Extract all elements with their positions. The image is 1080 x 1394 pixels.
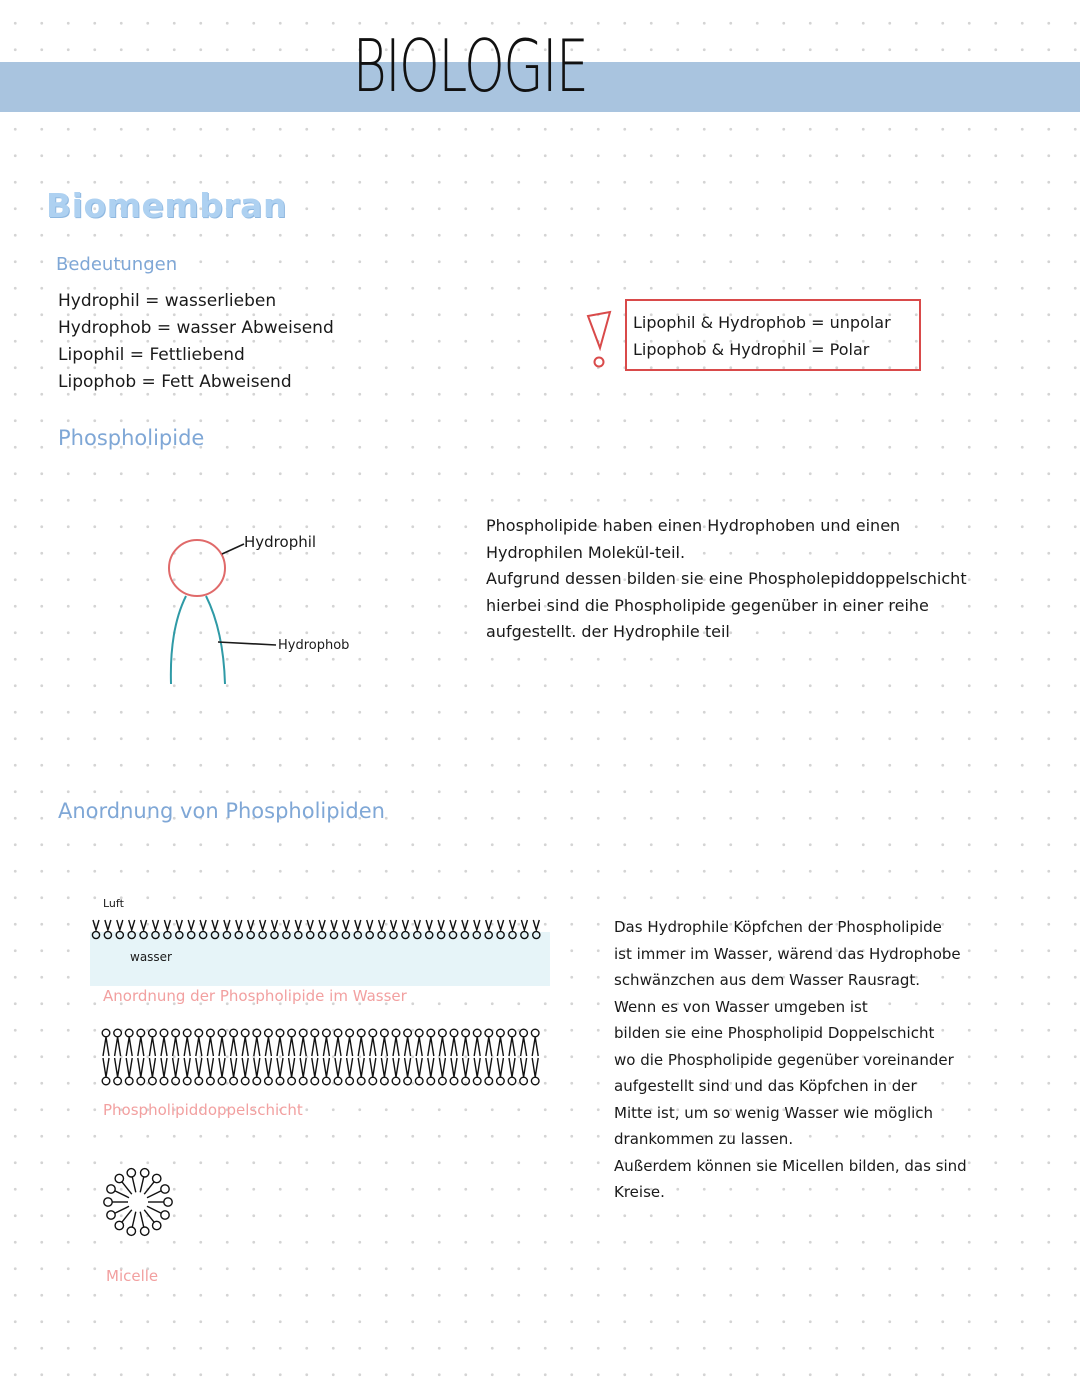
lipid-tail: [381, 1037, 387, 1056]
lipid-head: [369, 1077, 377, 1085]
definition-item: Lipophob = Fett Abweisend: [58, 372, 292, 392]
lipid-tail: [358, 1037, 364, 1056]
lipid-tail: [242, 1058, 248, 1077]
lipid-tail: [343, 920, 349, 930]
lipid-head: [207, 1029, 215, 1037]
lipid-tail: [188, 920, 194, 930]
lipid-tail: [144, 1182, 154, 1194]
lipid-tail: [463, 1058, 469, 1077]
lipid-head: [462, 1029, 470, 1037]
lipid-head: [381, 1029, 389, 1037]
lipid-head: [172, 1029, 180, 1037]
lipid-tail: [93, 920, 99, 930]
lipid-tail: [219, 1058, 225, 1077]
text-line: wo die Phospholipide gegenüber voreinander: [614, 1050, 954, 1069]
lipid-tail: [138, 1058, 144, 1077]
lipid-tail: [122, 1182, 132, 1194]
lipid-tail: [254, 1037, 260, 1056]
lipid-head: [299, 1077, 307, 1085]
lipid-tail: [196, 1058, 202, 1077]
lipid-head: [107, 1185, 115, 1193]
lipid-tail: [439, 1037, 445, 1056]
phospholipide-text: [486, 513, 1046, 646]
lipid-tail: [498, 920, 504, 930]
lipid-head: [357, 1077, 365, 1085]
lipid-tail: [212, 920, 218, 930]
lipid-tail: [122, 1210, 132, 1222]
lipid-head: [153, 1174, 161, 1182]
hydrophilic-head: [169, 540, 225, 596]
lipid-tail: [248, 920, 254, 930]
definition-item: Hydrophob = wasser Abweisend: [58, 318, 334, 338]
lipid-head: [276, 1029, 284, 1037]
lipid-tail: [219, 1037, 225, 1056]
lipid-head: [346, 1077, 354, 1085]
lipid-tail: [147, 1206, 161, 1213]
lipid-head: [392, 1077, 400, 1085]
lipid-head: [114, 1077, 122, 1085]
lipid-head: [415, 1077, 423, 1085]
lipid-tail: [260, 920, 266, 930]
lipid-head: [485, 1029, 493, 1037]
lipid-tail: [335, 1058, 341, 1077]
lipid-tail: [300, 1037, 306, 1056]
lipid-head: [323, 1029, 331, 1037]
lipid-head: [508, 1029, 516, 1037]
lipid-tail: [370, 1058, 376, 1077]
lipid-head: [450, 1077, 458, 1085]
lipid-tail: [521, 1058, 527, 1077]
lipid-head: [207, 1077, 215, 1085]
lipid-tail: [391, 920, 397, 930]
lipid-tail: [393, 1058, 399, 1077]
lipid-head: [357, 1029, 365, 1037]
lipid-head: [392, 1029, 400, 1037]
lipid-head: [115, 1221, 123, 1229]
lipid-tail: [115, 1191, 129, 1198]
label-water: wasser: [130, 950, 172, 964]
lipid-head: [125, 1029, 133, 1037]
lipid-tail: [164, 920, 170, 930]
lipid-head: [288, 1077, 296, 1085]
lipid-tail: [347, 1037, 353, 1056]
lipid-head: [404, 1029, 412, 1037]
lipid-head: [473, 1077, 481, 1085]
lipid-tail: [115, 1037, 121, 1056]
lipid-head: [160, 1077, 168, 1085]
lipid-head: [164, 1198, 172, 1206]
lipid-head: [334, 1029, 342, 1037]
lipid-head: [520, 1029, 528, 1037]
warning-line: Lipophob & Hydrophil = Polar: [633, 340, 870, 359]
lipid-head: [369, 1029, 377, 1037]
lipid-tail: [414, 920, 420, 930]
lipid-tail: [474, 1037, 480, 1056]
lipid-tail: [497, 1037, 503, 1056]
lipid-head: [415, 1029, 423, 1037]
lipid-head: [497, 1077, 505, 1085]
lipid-tail: [426, 920, 432, 930]
lipid-head: [114, 1029, 122, 1037]
lipid-tail: [323, 1058, 329, 1077]
lipid-tail: [176, 920, 182, 930]
lipid-head: [102, 1029, 110, 1037]
lipid-tail: [141, 920, 147, 930]
text-line: drankommen zu lassen.: [614, 1130, 794, 1148]
text-line: aufgestellt sind und das Köpfchen in der: [614, 1077, 917, 1095]
definitions-title: Bedeutungen: [56, 254, 178, 275]
lipid-head: [311, 1029, 319, 1037]
lipid-head: [149, 1077, 157, 1085]
lipid-head: [485, 1077, 493, 1085]
lipid-tail: [153, 920, 159, 930]
lipid-tail: [335, 1037, 341, 1056]
lipid-head: [153, 1221, 161, 1229]
lipid-head: [183, 1077, 191, 1085]
text-line: hierbei sind die Phospholipide gegenüber in einer reihe: [486, 595, 929, 615]
lipid-head: [161, 1185, 169, 1193]
lipid-tail: [140, 1212, 144, 1227]
label-hydrophil: Hydrophil: [244, 533, 317, 551]
lipid-tail: [347, 1058, 353, 1077]
lipid-head: [520, 1077, 528, 1085]
lipid-head: [137, 1077, 145, 1085]
definitions-list: [58, 288, 334, 396]
lipid-head: [195, 1029, 203, 1037]
lipid-tail: [105, 920, 111, 930]
section-title: Biomembran: [46, 186, 287, 225]
lipid-tail: [277, 1037, 283, 1056]
lipid-tail: [381, 1058, 387, 1077]
label-air: Luft: [103, 897, 124, 910]
hydrophobic-tail: [171, 596, 186, 684]
lipid-tail: [149, 1037, 155, 1056]
lipid-tail: [224, 920, 230, 930]
lipid-head: [531, 1029, 539, 1037]
lipid-head: [381, 1077, 389, 1085]
lipid-tail: [451, 1058, 457, 1077]
label-hydrophob: Hydrophob: [278, 638, 350, 653]
text-line: Das Hydrophile Köpfchen der Phospholipide: [614, 918, 942, 936]
micelle-diagram: [98, 1162, 178, 1242]
lipid-head: [127, 1227, 135, 1235]
lipid-tail: [132, 1212, 136, 1227]
phospholipid-diagram: [160, 530, 380, 690]
lipid-head: [473, 1029, 481, 1037]
lipid-tail: [402, 920, 408, 930]
text-line: Hydrophilen Molekül-teil.: [486, 542, 686, 562]
text-line: Mitte ist, um so wenig Wasser wie möglich: [614, 1103, 934, 1122]
lipid-tail: [463, 1037, 469, 1056]
lipid-tail: [474, 1058, 480, 1077]
lipid-head: [218, 1029, 226, 1037]
lipid-head: [195, 1077, 203, 1085]
lipid-tail: [289, 1058, 295, 1077]
lipid-head: [427, 1077, 435, 1085]
lipid-tail: [462, 920, 468, 930]
lipid-tail: [451, 1037, 457, 1056]
lipid-tail: [319, 920, 325, 930]
lipid-tail: [355, 920, 361, 930]
lipid-tail: [207, 1058, 213, 1077]
lipid-tail: [486, 1058, 492, 1077]
text-line: Kreise.: [614, 1183, 665, 1201]
lipid-tail: [115, 1058, 121, 1077]
lipid-head: [253, 1029, 261, 1037]
lipid-tail: [283, 920, 289, 930]
lipid-head: [450, 1029, 458, 1037]
lipid-tail: [439, 1058, 445, 1077]
lipid-tail: [207, 1037, 213, 1056]
lipid-head: [265, 1077, 273, 1085]
text-line: ist immer im Wasser, wärend das Hydrophobe: [614, 944, 961, 963]
phospholipid-bilayer: [102, 1029, 539, 1085]
lipid-tail: [184, 1058, 190, 1077]
lipid-head: [183, 1029, 191, 1037]
lipid-head: [404, 1077, 412, 1085]
definition-item: Hydrophil = wasserlieben: [58, 291, 277, 311]
lipid-head: [323, 1077, 331, 1085]
lipid-tail: [138, 1037, 144, 1056]
lipid-head: [311, 1077, 319, 1085]
lipid-tail: [277, 1058, 283, 1077]
lipid-head: [141, 1227, 149, 1235]
lipid-head: [125, 1077, 133, 1085]
lipid-head: [288, 1029, 296, 1037]
lipid-head: [265, 1029, 273, 1037]
lipid-tail: [161, 1037, 167, 1056]
lipid-tail: [140, 1177, 144, 1192]
lipid-tail: [132, 1177, 136, 1192]
text-line: aufgestellt. der Hydrophile teil: [486, 622, 730, 641]
lipid-head: [253, 1077, 261, 1085]
lipid-tail: [289, 1037, 295, 1056]
lipid-tail: [312, 1058, 318, 1077]
lipid-head: [127, 1169, 135, 1177]
lipid-tail: [144, 1210, 154, 1222]
page-title: BIOLOGIE: [352, 24, 588, 108]
lipid-tail: [129, 920, 135, 930]
lipid-tail: [416, 1058, 422, 1077]
lipid-tail: [509, 1037, 515, 1056]
lipid-head: [141, 1169, 149, 1177]
lipid-head: [107, 1211, 115, 1219]
definition-item: Lipophil = Fettliebend: [58, 345, 245, 365]
lipid-head: [218, 1077, 226, 1085]
lipid-tail: [486, 920, 492, 930]
lipid-tail: [295, 920, 301, 930]
lipid-head: [346, 1029, 354, 1037]
lipid-head: [102, 1077, 110, 1085]
lipid-head: [149, 1029, 157, 1037]
lipid-head: [462, 1077, 470, 1085]
lipid-tail: [393, 1037, 399, 1056]
lipid-head: [137, 1029, 145, 1037]
lipid-tail: [331, 920, 337, 930]
lipid-head: [230, 1029, 238, 1037]
lipid-tail: [200, 920, 206, 930]
lipid-tail: [510, 920, 516, 930]
lipid-tail: [533, 920, 539, 930]
lipid-tail: [521, 1037, 527, 1056]
lipid-tail: [370, 1037, 376, 1056]
lipid-tail: [521, 920, 527, 930]
lipid-tail: [509, 1058, 515, 1077]
lipid-tail: [428, 1058, 434, 1077]
lipid-tail: [300, 1058, 306, 1077]
anordnung-text: [614, 914, 1054, 1206]
lipid-head: [276, 1077, 284, 1085]
lipid-tail: [486, 1037, 492, 1056]
lipid-tail: [231, 1058, 237, 1077]
caption-bilayer: Phospholipiddoppelschicht: [103, 1101, 303, 1119]
lipid-tail: [367, 920, 373, 930]
lipid-tail: [149, 1058, 155, 1077]
lipid-tail: [312, 1037, 318, 1056]
lipid-tail: [474, 920, 480, 930]
lipid-head: [334, 1077, 342, 1085]
text-line: Außerdem können sie Micellen bilden, das sind: [614, 1156, 967, 1175]
text-line: Wenn es von Wasser umgeben ist: [614, 997, 868, 1016]
lipid-tail: [358, 1058, 364, 1077]
lipid-tail: [242, 1037, 248, 1056]
lipid-tail: [161, 1058, 167, 1077]
lipid-tail: [428, 1037, 434, 1056]
lipid-tail: [103, 1058, 109, 1077]
lipid-head: [230, 1077, 238, 1085]
lipid-tail: [416, 1037, 422, 1056]
lipid-tail: [450, 920, 456, 930]
lipid-head: [427, 1029, 435, 1037]
warning-line: Lipophil & Hydrophob = unpolar: [633, 313, 891, 332]
lipid-head: [439, 1029, 447, 1037]
lipid-tail: [265, 1058, 271, 1077]
lipid-tail: [307, 920, 313, 930]
lipid-head: [161, 1211, 169, 1219]
caption-water: Anordnung der Phospholipide im Wasser: [103, 987, 407, 1005]
lipid-tail: [532, 1037, 538, 1056]
lipid-head: [160, 1029, 168, 1037]
text-line: schwänzchen aus dem Wasser Rausragt.: [614, 971, 921, 989]
lipid-tail: [147, 1191, 161, 1198]
lipid-head: [241, 1077, 249, 1085]
lipid-tail: [103, 1037, 109, 1056]
caption-micelle: Micelle: [106, 1267, 159, 1285]
micelle: [104, 1169, 172, 1236]
lipid-tail: [405, 1058, 411, 1077]
lipid-tail: [272, 920, 278, 930]
lipid-tail: [184, 1037, 190, 1056]
lipid-head: [531, 1077, 539, 1085]
lipid-tail: [173, 1058, 179, 1077]
phospholipide-title: Phospholipide: [58, 426, 205, 450]
lipid-tail: [405, 1037, 411, 1056]
lipid-tail: [265, 1037, 271, 1056]
lipid-tail: [379, 920, 385, 930]
lipid-tail: [115, 1206, 129, 1213]
lipid-head: [497, 1029, 505, 1037]
lipid-tail: [438, 920, 444, 930]
lipid-tail: [323, 1037, 329, 1056]
lipid-tail: [196, 1037, 202, 1056]
text-line: bilden sie eine Phospholipid Doppelschicht: [614, 1024, 935, 1042]
lipid-tail: [236, 920, 242, 930]
lipid-tail: [532, 1058, 538, 1077]
lipid-head: [508, 1077, 516, 1085]
lipid-tail: [173, 1037, 179, 1056]
bilayer-diagram: [100, 1026, 550, 1088]
lipid-head: [115, 1174, 123, 1182]
lipid-tail: [497, 1058, 503, 1077]
lipid-head: [439, 1077, 447, 1085]
exclamation-icon: [584, 308, 614, 370]
text-line: Aufgrund dessen bilden sie eine Phospholepiddoppelschicht: [486, 569, 967, 588]
text-line: Phospholipide haben einen Hydrophoben und einen: [486, 516, 901, 535]
lipid-tail: [254, 1058, 260, 1077]
lipid-head: [104, 1198, 112, 1206]
lipid-tail: [126, 1058, 132, 1077]
hydrophobic-tail: [206, 596, 225, 684]
anordnung-title: Anordnung von Phospholipiden: [58, 799, 385, 823]
lipid-tail: [117, 920, 123, 930]
lipid-tail: [126, 1037, 132, 1056]
lipid-tail: [231, 1037, 237, 1056]
warning-box: [625, 299, 921, 371]
lipid-head: [299, 1029, 307, 1037]
lipid-head: [241, 1029, 249, 1037]
lipid-head: [172, 1077, 180, 1085]
